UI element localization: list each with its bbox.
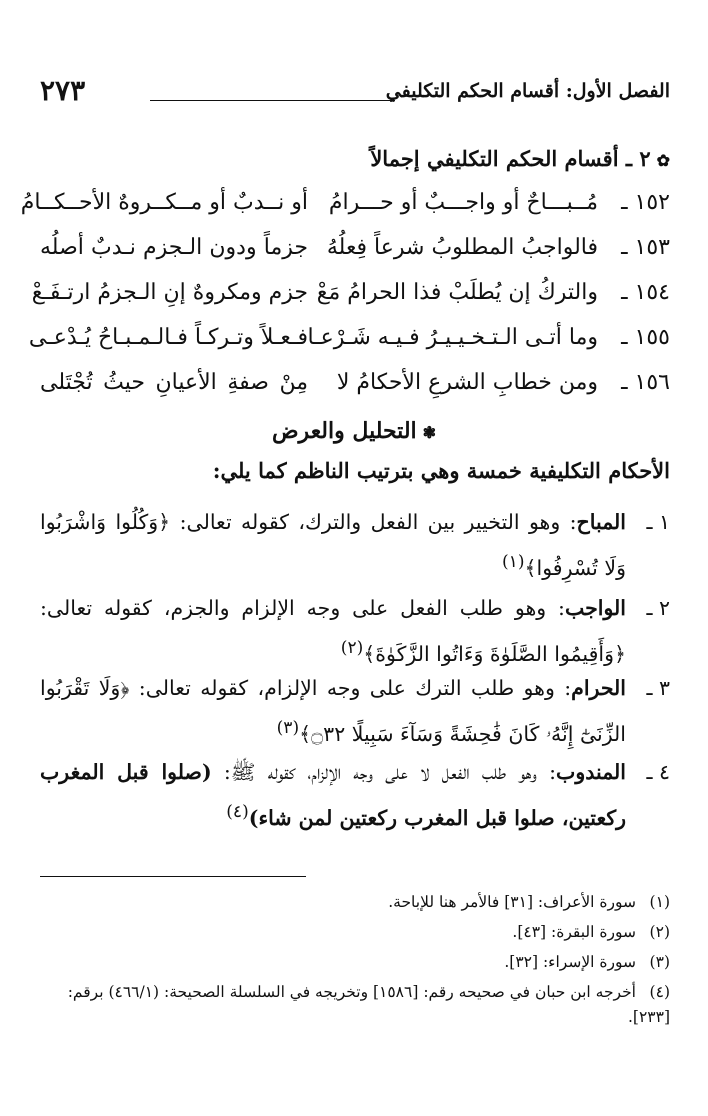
analysis-heading — [0, 418, 708, 444]
verse-first-hemistich: فالواجبُ المطلوبُ شرعاً فِعلُهُ — [326, 235, 598, 260]
list-item — [40, 752, 670, 838]
footnote — [40, 950, 670, 975]
footnote-ref: (١) — [501, 552, 525, 572]
section-heading — [370, 146, 670, 171]
quran-quote: ﴿وَكُلُوا وَاشْرَبُوا وَلَا تُسْرِفُوا﴾ — [40, 510, 626, 580]
chapter-title: الفصل الأول: أقسام الحكم التكليفي — [385, 80, 670, 102]
footnote — [40, 920, 670, 945]
footnote-ref: (٣) — [276, 718, 300, 738]
analysis-title-text: التحليل والعرض — [271, 418, 417, 444]
item-text — [40, 588, 626, 674]
item-term: الواجب — [564, 596, 626, 620]
footnote-number: (٣) — [649, 953, 670, 971]
running-header — [40, 76, 670, 110]
verse-second-hemistich: مِنْ صفةِ الأعيانِ حيثُ تُجْتَلى — [40, 370, 308, 395]
verse-number: ١٥٢ ـ — [621, 190, 670, 215]
verse-second-hemistich: جزم ومكروهٌ إنِ الـجزمُ ارتـفَـعْ — [31, 280, 308, 305]
verse-line — [20, 190, 670, 236]
page-number: ٢٧٣ — [40, 74, 86, 107]
verse-number: ١٥٤ ـ — [621, 280, 670, 305]
verse-first-hemistich: وما أتـى الـتـخـيـيـرُ فـيـه شَـرْعـا — [307, 325, 598, 350]
footnote-separator — [40, 876, 306, 877]
quran-quote: ﴿وَلَا تَقْرَبُوا الزِّنَىٰٓ إِنَّهُۥ كَانَ فَٰحِشَةً وَسَآءَ سَبِيلًا ۝٣٢﴾ — [40, 676, 626, 746]
verse-line — [40, 370, 670, 416]
verse-first-hemistich: ومن خطابِ الشرعِ الأحكامُ لا — [336, 370, 598, 395]
footnote-number: (٢) — [649, 923, 670, 941]
footnote-text: سورة البقرة: [٤٣]. — [512, 923, 636, 941]
footnote — [40, 980, 670, 1030]
item-text — [40, 502, 626, 588]
footnote-text: أخرجه ابن حبان في صحيحه رقم: [١٥٨٦] وتخريجه في السلسلة الصحيحة: (٤٦٦/١) برقم: [٢٣٣]. — [67, 983, 670, 1026]
item-number: ٣ ـ — [646, 676, 670, 700]
verse-line — [28, 325, 670, 371]
verse-second-hemistich: فـعـلاً وتـركـاً فـالـمـبـاحُ يُـدْعـى — [28, 325, 308, 350]
verse-line — [40, 235, 670, 281]
item-definition: : وهو طلب الترك على وجه الإلزام، كقوله تعالى: — [129, 676, 572, 700]
item-number: ٢ ـ — [646, 596, 670, 620]
flower-ornament-icon: ✿ — [656, 151, 670, 170]
verse-second-hemistich: أو نــدبٌ أو مــكــروهٌ الأحــكــامُ — [20, 190, 308, 215]
list-item — [40, 502, 670, 588]
verse-line — [31, 280, 670, 326]
footnote-ref: (٢) — [340, 638, 364, 658]
footnote-ref: (٤) — [226, 802, 249, 822]
list-item — [40, 588, 670, 674]
verse-number: ١٥٥ ـ — [621, 325, 670, 350]
item-text — [40, 752, 626, 838]
footnote-text: سورة الإسراء: [٣٢]. — [504, 953, 636, 971]
flower-ornament-icon: ❃ — [422, 422, 437, 442]
footnote-number: (١) — [649, 893, 670, 911]
footnote — [40, 890, 670, 915]
intro-paragraph: الأحكام التكليفية خمسة وهي بترتيب الناظم كما يلي: — [212, 458, 670, 483]
section-title-text: ٢ ـ أقسام الحكم التكليفي إجمالاً — [370, 146, 651, 171]
verse-first-hemistich: مُــبـــاحٌ أو واجـــبٌ أو حـــرامُ — [328, 190, 598, 215]
item-term: الحرام — [571, 676, 626, 700]
list-item — [40, 668, 670, 754]
item-definition: : وهو التخيير بين الفعل والترك، كقوله تعالى: — [170, 510, 577, 534]
item-definition: : وهو طلب الفعل لا على وجه الإلزام، كقوله ﷺ: — [211, 760, 557, 784]
item-definition: : وهو طلب الفعل على وجه الإلزام والجزم، كقوله تعالى: — [40, 596, 565, 620]
footnote-number: (٤) — [649, 983, 670, 1001]
item-number: ٤ ـ — [646, 760, 670, 784]
item-term: المباح — [576, 510, 626, 534]
item-number: ١ ـ — [646, 510, 670, 534]
item-text — [40, 668, 626, 754]
verse-first-hemistich: والتركُ إن يُطلَبْ فذا الحرامُ مَعْ — [316, 280, 598, 305]
verse-number: ١٥٣ ـ — [621, 235, 670, 260]
hadith-quote: (صلوا قبل المغرب ركعتين، صلوا قبل المغرب ركعتين لمن شاء) — [40, 760, 626, 830]
footnote-text: سورة الأعراف: [٣١] فالأمر هنا للإباحة. — [388, 893, 636, 911]
item-term: المندوب — [556, 760, 626, 784]
verse-number: ١٥٦ ـ — [621, 370, 670, 395]
verse-second-hemistich: جزماً ودون الـجزم نـدبٌ أصلُه — [40, 235, 308, 260]
header-rule — [150, 100, 395, 101]
quran-quote: ﴿وَأَقِيمُوا الصَّلَوٰةَ وَءَاتُوا الزَّكَوٰةَ﴾ — [363, 641, 626, 666]
